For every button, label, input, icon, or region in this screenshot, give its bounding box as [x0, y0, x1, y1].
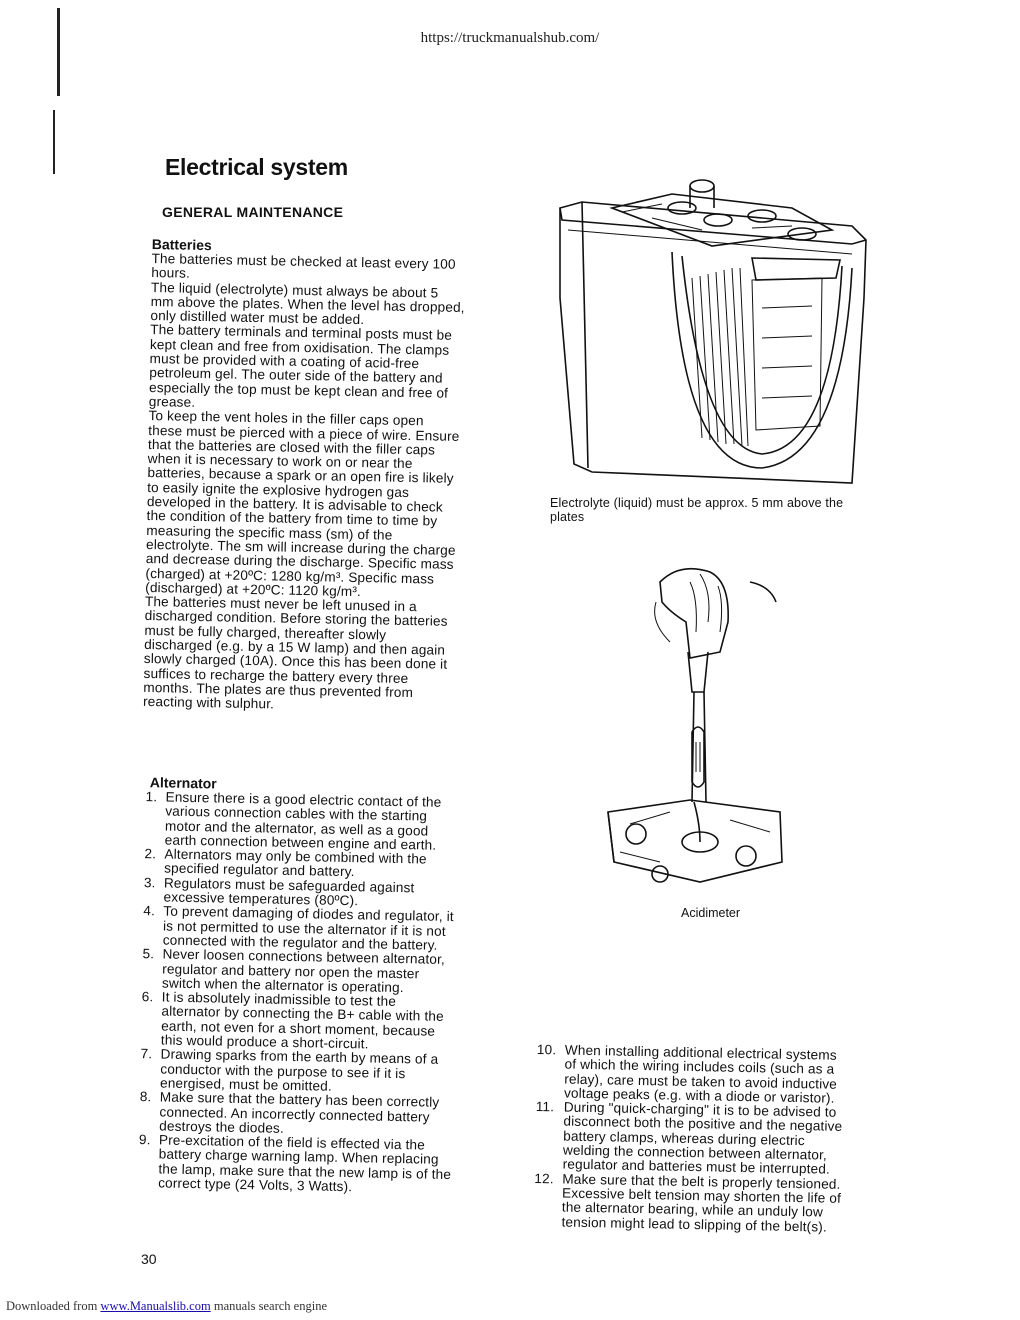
- page-title: Electrical system: [165, 154, 348, 180]
- alternator-list-continued: [533, 1043, 877, 1235]
- list-item: [135, 990, 486, 1054]
- list-item-number: 6.: [141, 989, 154, 1005]
- list-item-number: 1.: [145, 789, 158, 805]
- list-item-text: It is absolutely inadmissible to test the alternator by connecting the B+ cable with the earth, not even for a short moment, because this would produce a short-circuit.: [160, 989, 444, 1052]
- list-item-text: Regulators must be safeguarded against excessive temperatures (80ºC).: [163, 875, 415, 909]
- list-item-number: 9.: [138, 1132, 151, 1148]
- list-item-text: Drawing sparks from the earth by means of a conductor with the purpose to see if it is energised, must be omitted.: [159, 1046, 439, 1094]
- list-item: [535, 1100, 876, 1178]
- footer-prefix: Downloaded from: [6, 1299, 101, 1313]
- alternator-heading: Alternator: [149, 774, 217, 792]
- list-item-number: 11.: [535, 1099, 555, 1115]
- acidimeter-caption: Acidimeter: [681, 906, 741, 920]
- list-item-text: Pre-excitation of the field is effected via the battery charge warning lamp. When replacing the lamp, make sure that the new lamp is of the correct type (24 Volts, 3 Watts).: [158, 1132, 452, 1195]
- header-url: https://truckmanualshub.com/: [420, 30, 600, 46]
- scan-margin-line: [53, 110, 55, 174]
- list-item-number: 2.: [144, 846, 157, 862]
- list-item: [533, 1172, 874, 1236]
- footer-suffix: manuals search engine: [210, 1299, 327, 1313]
- list-item-text: During "quick-charging" it is to be advised to disconnect both the positive and the negative battery clamps, whereas during electric welding the connection between alternator, regulator and batteries must be interrupted.: [562, 1099, 843, 1178]
- list-item-number: 5.: [142, 946, 155, 962]
- scan-margin-line: [57, 8, 60, 96]
- section-title: GENERAL MAINTENANCE: [162, 204, 344, 220]
- alternator-section: [132, 774, 490, 1197]
- page-number: 30: [141, 1251, 157, 1267]
- list-item-text: Ensure there is a good electric contact of the various connection cables with the starting motor and the alternator, as well as a good earth connection between engine and earth.: [164, 789, 442, 853]
- list-item-text: When installing additional electrical systems of which the wiring includes coils (such as a relay), care must be taken to avoid inductive voltage peaks (e.g. with a diode or varistor).: [563, 1042, 838, 1106]
- list-item-text: To prevent damaging of diodes and regulator, it is not permitted to use the alternator if it is not connected with the regulator and the battery.: [162, 903, 454, 953]
- manualslib-link[interactable]: www.Manualslib.com: [100, 1299, 211, 1313]
- alternator-list: [132, 790, 490, 1197]
- batteries-heading: Batteries: [151, 236, 212, 254]
- list-item-text: Make sure that the battery has been correctly connected. An incorrectly connected battery destroys the diodes.: [159, 1089, 440, 1136]
- list-item-number: 10.: [536, 1042, 557, 1058]
- list-item: [139, 790, 490, 854]
- list-item-text: Alternators may only be combined with the specified regulator and battery.: [164, 846, 427, 880]
- list-item-text: Make sure that the belt is properly tensioned. Excessive belt tension may shorten the life of the alternator bearing, while an unduly low tension might lead to slipping of the belt(s).: [561, 1171, 842, 1235]
- list-item: [132, 1133, 483, 1197]
- batteries-section: [143, 236, 502, 716]
- batteries-text: The batteries must be checked at least every 100 hours. The liquid (electrolyte) must always be about 5 mm above the plates. When the level has dropped, only distilled water must be added. The battery terminals and terminal posts must be kept clean and free from oxidisation. The clamps must be provided with a coating of acid-free petroleum gel. The outer side of the battery and especially the top must be kept clean and free of grease. To keep the vent holes in the filler caps open these must be pierced with a piece of wire. Ensure that the batteries are closed with the filler caps when it is necessary to work on or near the batteries, because a spark or an open fire is likely to easily ignite the explosive hydrogen gas developed in the battery. It is advisable to check the condition of the battery from time to time by measuring the specific mass (sm) of the electrolyte. The sm will increase during the charge and decrease during the discharge. Specific mass (charged) at +20ºC: 1280 kg/m³. Specific mass (discharged) at +20ºC: 1120 kg/m³. The batteries must never be left unused in a discharged condition. Before storing the batteries must be fully charged, thereafter slowly discharged (e.g. by a 15 W lamp) and then again slowly charged (10A). Once this has been done it suffices to recharge the battery every three months. The plates are thus prevented from reacting with sulphur.: [142, 250, 465, 712]
- list-item-number: 3.: [143, 874, 156, 891]
- list-item-number: 8.: [139, 1089, 152, 1105]
- list-item-text: Never loosen connections between alternator, regulator and battery nor open the master switch when the alternator is operating.: [161, 946, 446, 995]
- footer: [6, 1299, 327, 1314]
- battery-cutaway-illustration: [552, 168, 872, 493]
- list-item: [536, 1043, 877, 1107]
- battery-caption: Electrolyte (liquid) must be approx. 5 mm above the plates: [550, 496, 844, 524]
- list-item-number: 7.: [140, 1046, 153, 1062]
- list-item-number: 12.: [534, 1170, 554, 1187]
- list-item-number: 4.: [143, 903, 156, 919]
- acidimeter-illustration: [600, 562, 790, 902]
